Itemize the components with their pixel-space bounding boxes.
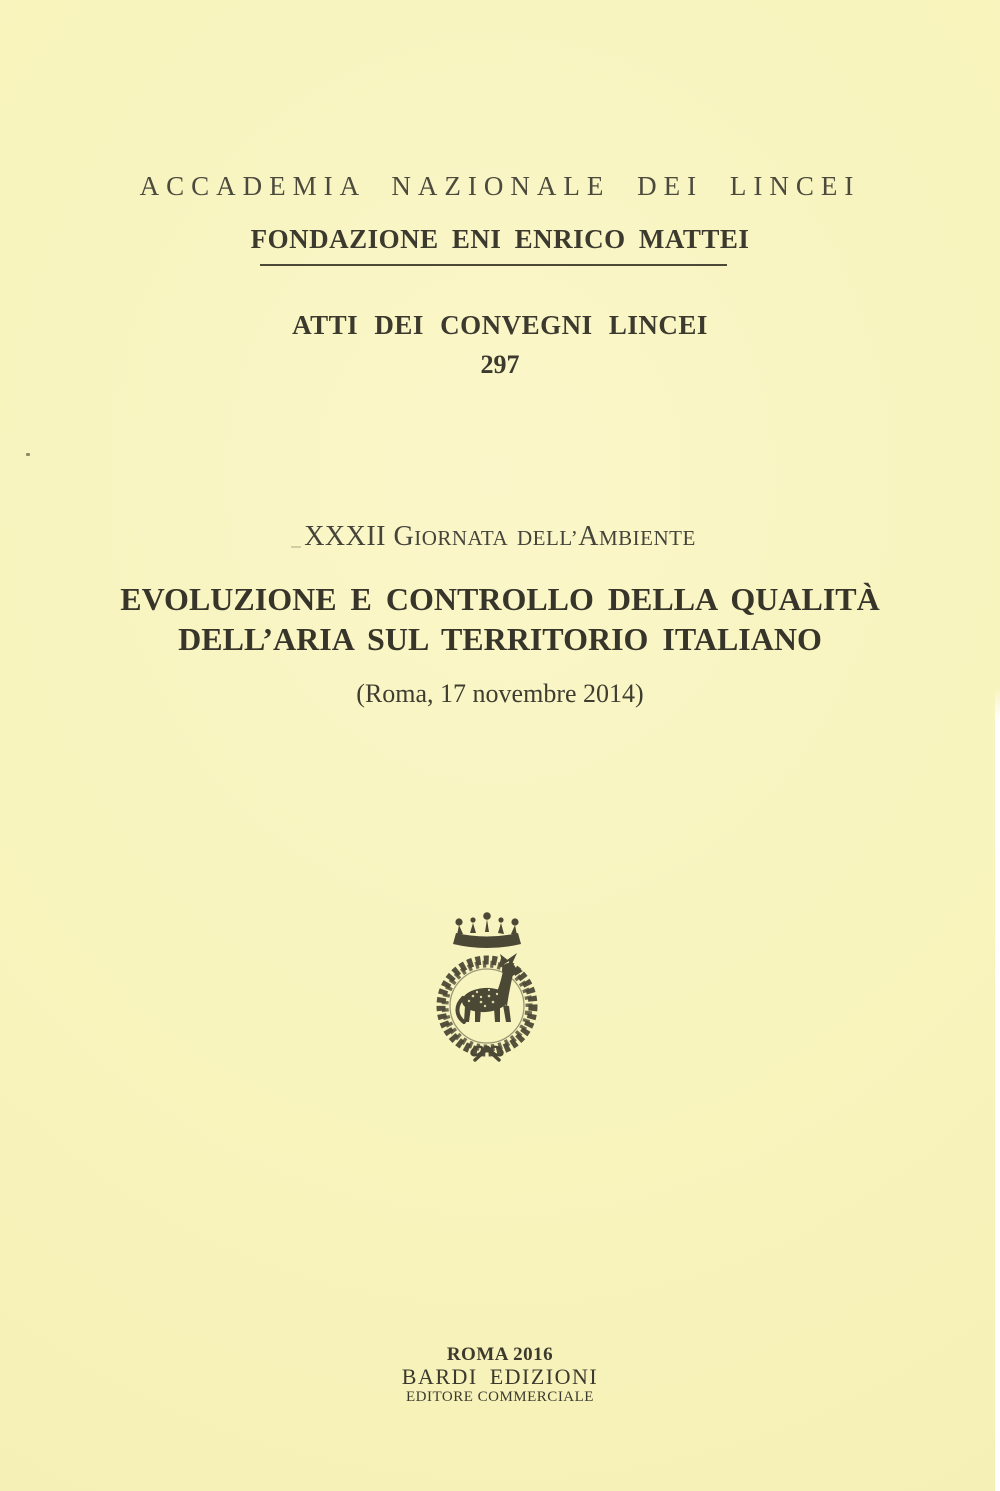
divider-rule <box>260 264 727 266</box>
series-title: ATTI DEI CONVEGNI LINCEI <box>292 310 708 340</box>
event-venue-date: (Roma, 17 novembre 2014) <box>356 679 644 708</box>
event-subtitle-caps: A <box>578 521 599 552</box>
foundation-name: FONDAZIONE ENI ENRICO MATTEI <box>250 224 750 254</box>
imprint-publisher-role: EDITORE COMMERCIALE <box>406 1389 594 1405</box>
paper-smudge <box>291 546 301 548</box>
event-subtitle-smallcaps: IORNATA <box>414 526 509 550</box>
volume-title-line-2: DELL’ARIA SUL TERRITORIO ITALIANO <box>178 621 822 657</box>
imprint-publisher: BARDI EDIZIONI <box>401 1364 599 1389</box>
crown-icon <box>453 912 521 948</box>
academy-name: ACCADEMIA NAZIONALE DEI LINCEI <box>139 171 861 201</box>
lincei-emblem-svg <box>419 908 555 1066</box>
event-subtitle <box>0 521 1000 553</box>
volume-title-line-1: EVOLUZIONE E CONTROLLO DELLA QUALITÀ <box>120 581 880 617</box>
imprint-place-year: ROMA 2016 <box>446 1344 554 1365</box>
paper-speck <box>26 453 30 456</box>
event-subtitle-smallcaps: DELL’ <box>517 526 579 550</box>
event-subtitle-caps: XXXII G <box>304 521 415 552</box>
scan-edge-strip <box>995 688 1000 1491</box>
event-subtitle-smallcaps: MBIENTE <box>598 526 696 550</box>
series-number: 297 <box>480 350 520 379</box>
lincei-lynx-emblem <box>419 908 555 1066</box>
